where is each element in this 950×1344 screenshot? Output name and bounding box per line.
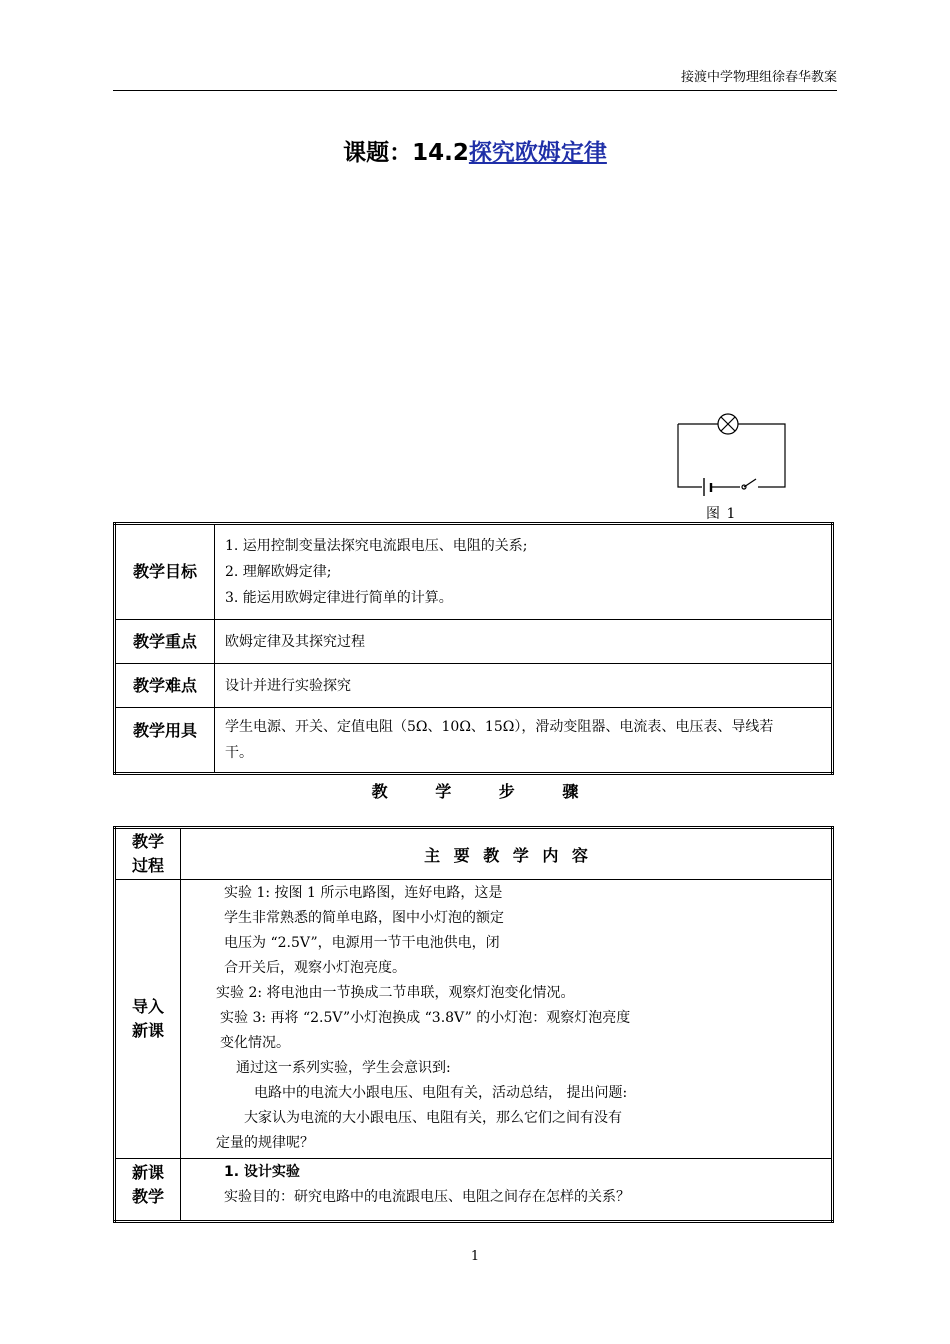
label-line: 新课 xyxy=(131,1163,164,1182)
content-line: 变化情况。 xyxy=(220,1035,290,1051)
header-text: 接渡中学物理组徐春华教案 xyxy=(680,70,837,85)
content-line: 学生非常熟悉的简单电路，图中小灯泡的额定 xyxy=(224,910,504,926)
row-value xyxy=(215,524,833,620)
teaching-info-table xyxy=(113,522,834,775)
table-row xyxy=(115,524,833,620)
circuit-wire-left xyxy=(678,424,702,487)
table-row xyxy=(115,664,833,708)
goal-line: 2. 理解欧姆定律; xyxy=(225,564,332,580)
row-label: 教学目标 xyxy=(115,524,215,620)
row-label: 教学重点 xyxy=(115,620,215,664)
title-prefix: 课题：14.2 xyxy=(343,140,469,166)
circuit-wire-top-right xyxy=(738,424,785,487)
content-line: 电路中的电流大小跟电压、电阻有关，活动总结， 提出问题: xyxy=(254,1085,628,1101)
row-content xyxy=(181,1159,833,1222)
row-label xyxy=(115,880,181,1159)
table-row xyxy=(115,1159,833,1222)
page-number: 1 xyxy=(470,1249,480,1264)
table-row xyxy=(115,880,833,1159)
tools-line: 学生电源、开关、定值电阻（5Ω、10Ω、15Ω），滑动变阻器、电流表、电压表、导线若 xyxy=(225,719,774,735)
content-line: 实验 1: 按图 1 所示电路图，连好电路，这是 xyxy=(224,885,503,901)
steps-title: 教 学 步 骤 xyxy=(371,782,579,801)
switch-lever xyxy=(744,479,756,487)
header-line: 过程 xyxy=(131,856,164,875)
goal-line: 1. 运用控制变量法探究电流跟电压、电阻的关系; xyxy=(225,538,528,554)
content-line: 定量的规律呢？ xyxy=(216,1135,314,1151)
tools-line: 干。 xyxy=(225,745,253,761)
content-line: 大家认为电流的大小跟电压、电阻有关，那么它们之间有没有 xyxy=(244,1110,622,1126)
row-label xyxy=(115,1159,181,1222)
row-content xyxy=(181,880,833,1159)
row-value xyxy=(215,708,833,774)
table-row xyxy=(115,620,833,664)
teaching-steps-table xyxy=(113,826,834,1223)
row-label: 教学用具 xyxy=(115,708,215,774)
section-heading: 1. 设计实验 xyxy=(224,1164,300,1180)
content-line: 通过这一系列实验，学生会意识到: xyxy=(236,1060,451,1076)
content-line: 合开关后，观察小灯泡亮度。 xyxy=(224,960,406,976)
table-row xyxy=(115,708,833,774)
row-label: 教学难点 xyxy=(115,664,215,708)
label-line: 教学 xyxy=(131,1187,164,1206)
circuit-diagram xyxy=(672,408,792,498)
label-line: 导入 xyxy=(131,997,164,1016)
row-value: 设计并进行实验探究 xyxy=(215,664,833,708)
column-header-content: 主 要 教 学 内 容 xyxy=(181,828,833,880)
content-line: 实验 2: 将电池由一节换成二节串联，观察灯泡变化情况。 xyxy=(216,985,575,1001)
column-header-process xyxy=(115,828,181,880)
label-line: 新课 xyxy=(131,1021,164,1040)
header-line: 教学 xyxy=(131,832,164,851)
goal-line: 3. 能运用欧姆定律进行简单的计算。 xyxy=(225,590,453,606)
page-title xyxy=(0,134,950,167)
figure-caption: 图 1 xyxy=(706,506,737,522)
content-line: 电压为 “2.5V”，电源用一节干电池供电，闭 xyxy=(224,935,500,951)
header-rule xyxy=(113,90,837,91)
content-line: 实验 3: 再将 “2.5V”小灯泡换成 “3.8V” 的小灯泡：观察灯泡亮度 xyxy=(220,1010,631,1026)
title-link[interactable]: 探究欧姆定律 xyxy=(468,140,607,166)
row-value: 欧姆定律及其探究过程 xyxy=(215,620,833,664)
table-header-row xyxy=(115,828,833,880)
content-line: 实验目的：研究电路中的电流跟电压、电阻之间存在怎样的关系？ xyxy=(224,1189,630,1205)
